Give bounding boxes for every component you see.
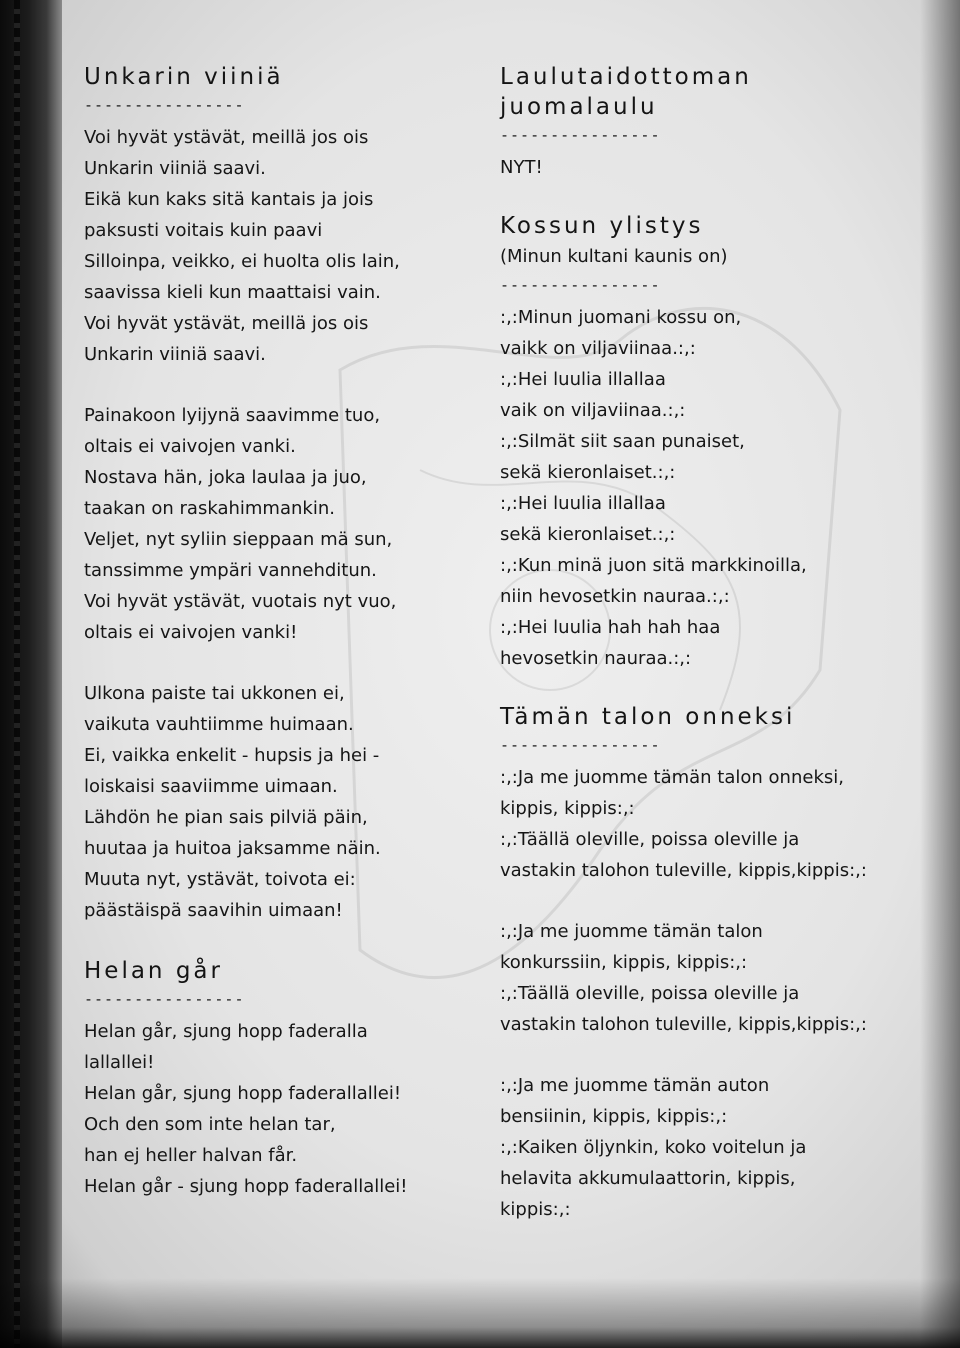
verse-line: hevosetkin nauraa.:,:	[500, 648, 692, 669]
verse-line: Eikä kun kaks sitä kantais ja jois	[84, 189, 374, 210]
title-underline: ----------------	[500, 276, 661, 294]
verse-line: tanssimme ympäri vannehditun.	[84, 560, 377, 581]
page-bottom-shadow	[0, 1278, 960, 1348]
verse-line: vaik on viljaviinaa.:,:	[500, 400, 686, 421]
verse-line: sekä kieronlaiset.:,:	[500, 524, 676, 545]
verse-line: huutaa ja huitoa jaksamme näin.	[84, 838, 381, 859]
verse-line: :,:Hei luulia hah hah haa	[500, 617, 721, 638]
verse-line: helavita akkumulaattorin, kippis,	[500, 1168, 796, 1189]
stanza	[500, 916, 920, 1040]
song-title-juomalaulu: juomalaulu	[500, 94, 658, 120]
title-underline: ----------------	[84, 990, 245, 1008]
verse-line: oltais ei vaivojen vanki.	[84, 436, 296, 457]
verse-line: loiskaisi saaviimme uimaan.	[84, 776, 338, 797]
song-body-nyt: NYT!	[500, 157, 543, 178]
verse-line: konkurssiin, kippis, kippis:,:	[500, 952, 748, 973]
verse-line: Muuta nyt, ystävät, toivota ei:	[84, 869, 356, 890]
verse-line: vastakin talohon tuleville, kippis,kippis:,:	[500, 1014, 867, 1035]
verse-line: :,:Ja me juomme tämän auton	[500, 1075, 770, 1096]
verse-line: sekä kieronlaiset.:,:	[500, 462, 676, 483]
stanza	[84, 1016, 464, 1202]
verse-line: lallallei!	[84, 1052, 155, 1073]
verse-line: niin hevosetkin nauraa.:,:	[500, 586, 730, 607]
verse-line: Helan går, sjung hopp faderalla	[84, 1021, 368, 1042]
verse-line: :,:Hei luulia illallaa	[500, 493, 666, 514]
song-title-laulutaidottoman: Laulutaidottoman	[500, 64, 752, 90]
verse-line: :,:Kaiken öljynkin, koko voitelun ja	[500, 1137, 807, 1158]
stanza	[500, 762, 920, 886]
verse-line: :,:Minun juomani kossu on,	[500, 307, 742, 328]
stanza	[84, 678, 464, 926]
left-column	[84, 62, 464, 1202]
verse-line: bensiinin, kippis, kippis:,:	[500, 1106, 728, 1127]
verse-line: Painakoon lyijynä saavimme tuo,	[84, 405, 381, 426]
song-title-helan-gar: Helan går	[84, 958, 223, 984]
title-underline: ----------------	[500, 126, 661, 144]
verse-line: Ei, vaikka enkelit - hupsis ja hei -	[84, 745, 380, 766]
verse-line: Unkarin viiniä saavi.	[84, 158, 266, 179]
stanza	[500, 302, 920, 674]
verse-line: paksusti voitais kuin paavi	[84, 220, 323, 241]
verse-line: Och den som inte helan tar,	[84, 1114, 336, 1135]
verse-line: :,:Ja me juomme tämän talon	[500, 921, 763, 942]
verse-line: vastakin talohon tuleville, kippis,kippis:,:	[500, 860, 867, 881]
book-spine	[0, 0, 62, 1348]
verse-line: oltais ei vaivojen vanki!	[84, 622, 298, 643]
verse-line: Voi hyvät ystävät, vuotais nyt vuo,	[84, 591, 397, 612]
verse-line: Nostava hän, joka laulaa ja juo,	[84, 467, 367, 488]
verse-line: Lähdön he pian sais pilviä päin,	[84, 807, 368, 828]
title-underline: ----------------	[500, 736, 661, 754]
stanza	[84, 400, 464, 648]
verse-line: :,:Ja me juomme tämän talon onneksi,	[500, 767, 844, 788]
song-subtitle: (Minun kultani kaunis on)	[500, 246, 728, 267]
verse-line: Helan går, sjung hopp faderallallei!	[84, 1083, 402, 1104]
verse-line: saavissa kieli kun maattaisi vain.	[84, 282, 381, 303]
verse-line: vaikk on viljaviinaa.:,:	[500, 338, 696, 359]
verse-line: Voi hyvät ystävät, meillä jos ois	[84, 127, 369, 148]
verse-line: han ej heller halvan får.	[84, 1145, 298, 1166]
verse-line: :,:Täällä oleville, poissa oleville ja	[500, 829, 800, 850]
verse-line: Silloinpa, veikko, ei huolta olis lain,	[84, 251, 400, 272]
title-underline: ----------------	[84, 96, 245, 114]
song-title-unkarin-viinia: Unkarin viiniä	[84, 64, 284, 90]
verse-line: Helan går - sjung hopp faderallallei!	[84, 1176, 408, 1197]
page-edge-shadow	[920, 0, 960, 1348]
verse-line: :,:Silmät siit saan punaiset,	[500, 431, 745, 452]
right-column	[500, 62, 920, 1225]
verse-line: Ulkona paiste tai ukkonen ei,	[84, 683, 345, 704]
song-title-kossun-ylistys: Kossun ylistys	[500, 213, 704, 239]
verse-line: Unkarin viiniä saavi.	[84, 344, 266, 365]
verse-line: päästäispä saavihin uimaan!	[84, 900, 343, 921]
stanza	[500, 1070, 920, 1225]
verse-line: Voi hyvät ystävät, meillä jos ois	[84, 313, 369, 334]
verse-line: vaikuta vauhtiimme huimaan.	[84, 714, 354, 735]
verse-line: taakan on raskahimmankin.	[84, 498, 335, 519]
verse-line: :,:Hei luulia illallaa	[500, 369, 666, 390]
verse-line: kippis, kippis:,:	[500, 798, 635, 819]
stanza	[84, 122, 464, 370]
verse-line: kippis:,:	[500, 1199, 571, 1220]
verse-line: :,:Täällä oleville, poissa oleville ja	[500, 983, 800, 1004]
verse-line: Veljet, nyt syliin sieppaan mä sun,	[84, 529, 393, 550]
verse-line: :,:Kun minä juon sitä markkinoilla,	[500, 555, 807, 576]
song-title-taman-talon-onneksi: Tämän talon onneksi	[500, 704, 796, 730]
